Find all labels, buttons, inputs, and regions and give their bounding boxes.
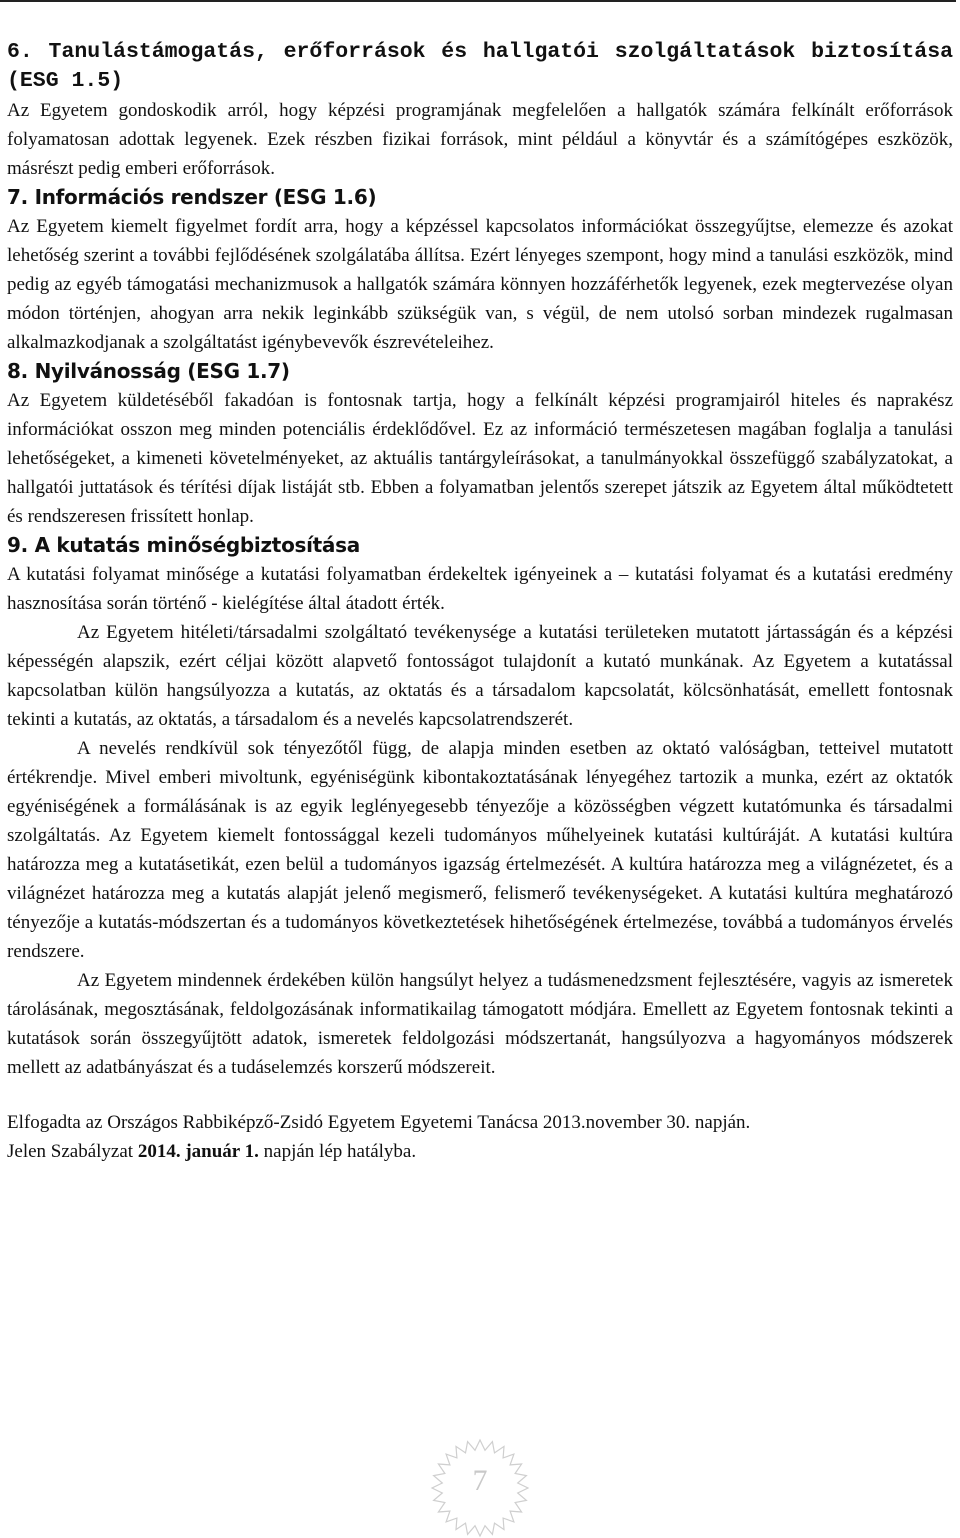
section-9-heading: 9. A kutatás minőségbiztosítása bbox=[7, 533, 360, 557]
section-9-paragraph-3: A nevelés rendkívül sok tényezőtől függ, de alapja minden esetben az oktató valóságban, tetteivel mutatott értékrendje. Mivel emberi mivoltunk, egyéniségünk kibontakoztatásának lényegéhez tartozik a munka, ezért az oktatók egyéniségének a formálásának is az egyik leglényegesebb tényezője a közösségben végzett kutatómunka és társadalmi szolgáltatás. Az Egyetem kiemelt fontossággal kezeli tudományos műhelyeinek kutatási kultúráját. A kutatási kultúra határozza meg a kutatásetikát, ezen belül a tudományos igazság értelmezését. A kultúra határozza meg a világnézetet, és a világnézet határozza meg a kutatás alapját jelenő megismerő, felismerő tevékenységeket. A kutatási kultúra meghatározó tényezője a kutatás-módszertan és a tudományos következtetések hihetőségének értelmezése, továbbá a tudományos érvelés rendszere. bbox=[7, 738, 953, 962]
effective-date: 2014. január 1. bbox=[137, 1141, 259, 1162]
document-body bbox=[7, 38, 953, 1166]
section-7-heading: 7. Információs rendszer (ESG 1.6) bbox=[7, 185, 377, 209]
section-9-paragraph-2: Az Egyetem hitéleti/társadalmi szolgáltató tevékenysége a kutatási területeken mutatott jártasságán és a képzési képességén alapszik, ezért céljai között alapvető fontosságot tulajdonít a kutató munkának. Az Egyetem a kutatással kapcsolatban külön hangsúlyozza a kutatás, az oktatás és a társadalom kapcsolatát, kölcsönhatását, emellett fontosnak tekinti a kutatás, az oktatás, a társadalom és a nevelés kapcsolatrendszerét. bbox=[7, 622, 953, 730]
top-rule bbox=[0, 0, 956, 2]
adoption-note: Elfogadta az Országos Rabbiképző-Zsidó Egyetem Egyetemi Tanácsa 2013.november 30. napján. bbox=[7, 1112, 751, 1133]
section-6-paragraph: Az Egyetem gondoskodik arról, hogy képzési programjának megfelelően a hallgatók számára felkínált erőforrások folyamatosan adottak legyenek. Ezek részben fizikai források, mint például a könyvtár és a számítógépes eszközök, másrészt pedig emberi erőforrások. bbox=[7, 100, 953, 179]
section-7-paragraph: Az Egyetem kiemelt figyelmet fordít arra, hogy a képzéssel kapcsolatos információkat összegyűjtse, elemezze és azokat lehetőség szerint a további fejlődésének szolgálatába állítsa. Ezért lényeges szempont, hogy mind a tanulási eszközök, mind pedig az egyéb támogatási mechanizmusok a hallgatók számára könnyen hozzáférhetők legyenek, ezek megtervezése olyan módon történjen, ahogyan arra nekik leginkább szükségük van, s végül, de nem utolsó sorban mindezek rugalmasan alkalmazkodjanak a szolgáltatást igénybevevők észrevételeihez. bbox=[7, 216, 953, 353]
section-9-paragraph-4: Az Egyetem mindennek érdekében külön hangsúlyt helyez a tudásmenedzsment fejlesztésére, vagyis az ismeretek tárolásának, megosztásának, feldolgozásának informatikailag támogatott módjára. Emellett az Egyetem fontosnak tekinti a kutatások során összegyűjtött adatok, ismeretek feldolgozási módszertanát, hangsúlyozva a hagyományos módszerek mellett az adatbányászat és a tudáselemzés korszerű módszereit. bbox=[7, 970, 953, 1078]
page-number-badge bbox=[428, 1434, 532, 1538]
page-number: 7 bbox=[472, 1464, 488, 1497]
document-footer bbox=[7, 1108, 953, 1166]
section-8-paragraph: Az Egyetem küldetéséből fakadóan is fontosnak tartja, hogy a felkínált képzési programjairól hiteles és naprakész információkat osszon meg minden potenciális érdeklődővel. Ez az információ természetesen magában foglalja a tanulási lehetőségeket, a kimeneti követelményeket, az aktuális tantárgyleírásokat, a tanulmányokkal összefüggő szabályzatokat, a hallgatói juttatások és térítési díjak listáját stb. Ebben a folyamatban jelentős szerepet játszik az Egyetem által működtetett és rendszeresen frissített honlap. bbox=[7, 390, 953, 527]
section-9-paragraph-1: A kutatási folyamat minősége a kutatási folyamatban érdekeltek igényeinek a – kutatási folyamat és a kutatási eredmény hasznosítása során történő - kielégítése által átadott érték. bbox=[7, 564, 953, 614]
effective-date-note bbox=[7, 1137, 953, 1166]
section-6-heading: 6. Tanulástámogatás, erőforrások és hallgatói szolgáltatások biztosítása (ESG 1.5) bbox=[7, 40, 953, 93]
section-8-heading: 8. Nyilvánosság (ESG 1.7) bbox=[7, 359, 290, 383]
effective-date-suffix: napján lép hatályba. bbox=[258, 1141, 417, 1162]
effective-date-prefix: Jelen Szabályzat bbox=[7, 1141, 138, 1162]
